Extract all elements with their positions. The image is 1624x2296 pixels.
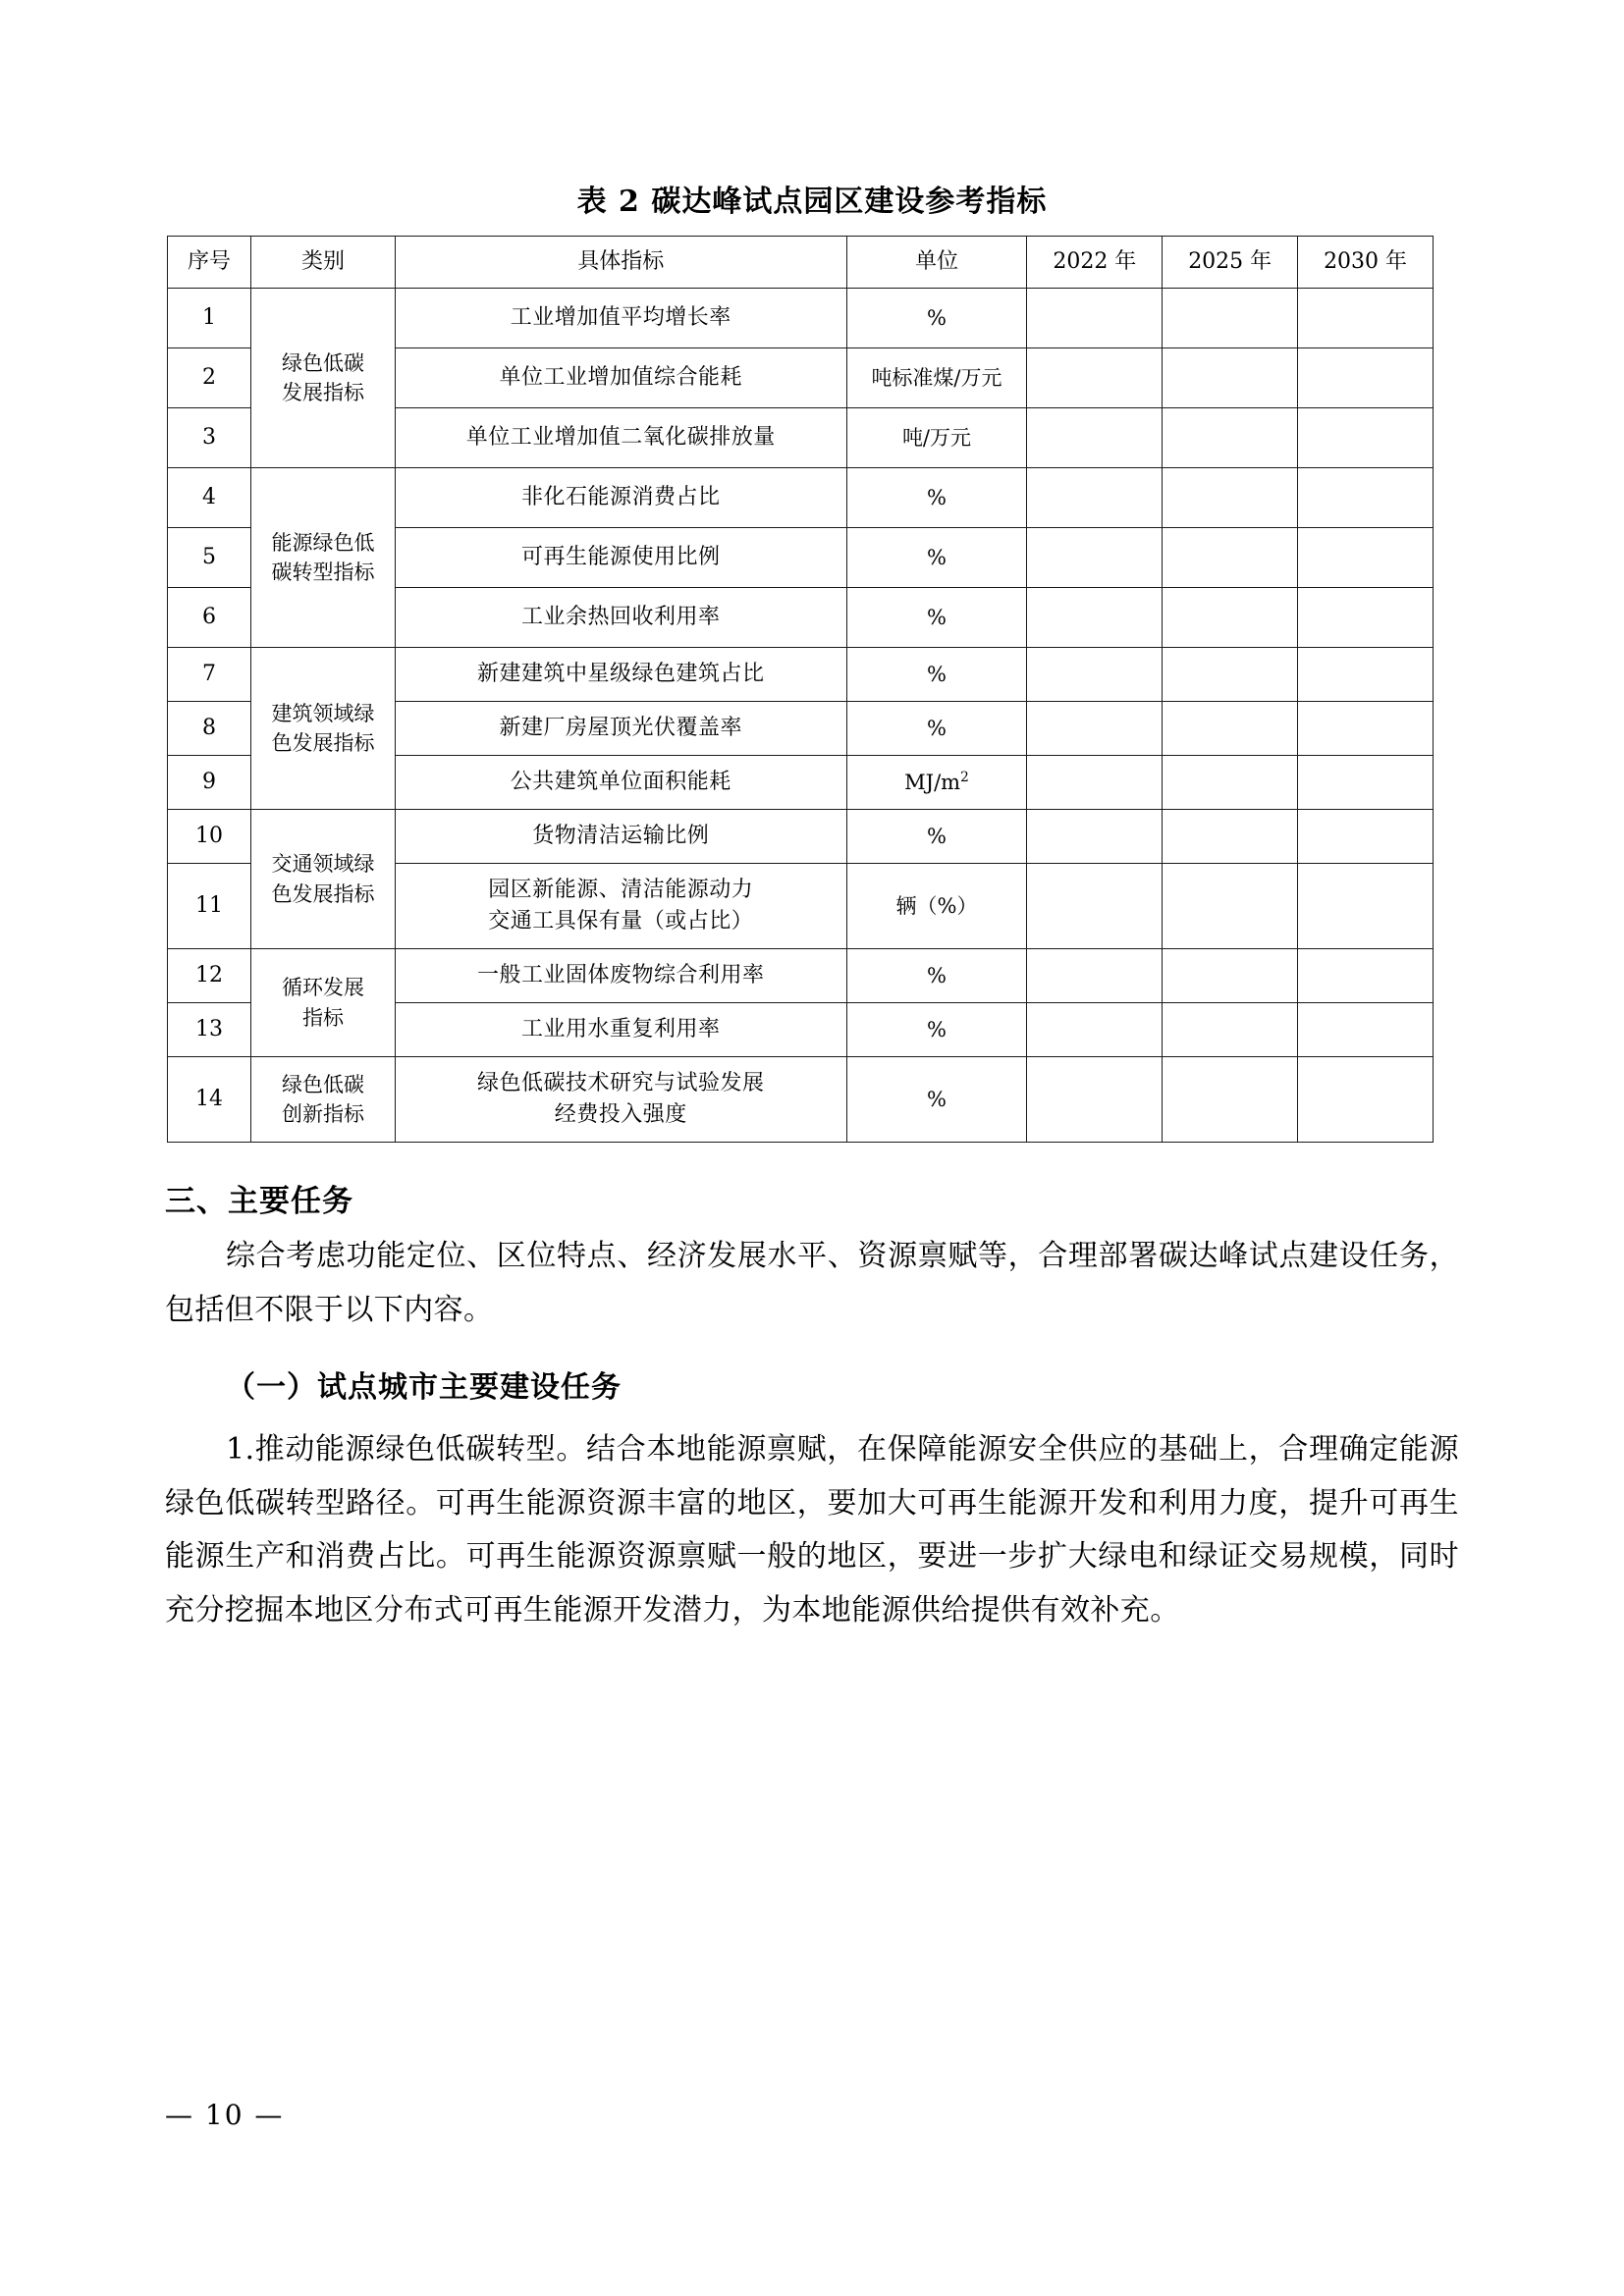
cell-no: 5 bbox=[168, 528, 251, 588]
body-paragraph-1: 综合考虑功能定位、区位特点、经济发展水平、资源禀赋等，合理部署碳达峰试点建设任务，包括但不限于以下内容。 bbox=[165, 1239, 1459, 1327]
subsection-heading: （一）试点城市主要建设任务 bbox=[226, 1370, 622, 1406]
body-paragraph-2: 1.推动能源绿色低碳转型。结合本地能源禀赋，在保障能源安全供应的基础上，合理确定能源绿色低碳转型路径。可再生能源资源丰富的地区，要加大可再生能源开发和利用力度，提升可再生能源生产和消费占比。可再生能源资源禀赋一般的地区，要进一步扩大绿电和绿证交易规模，同时充分挖掘本地区分布式可再生能源开发潜力，为本地能源供给提供有效补充。 bbox=[165, 1432, 1459, 1628]
cell-no: 12 bbox=[168, 949, 251, 1003]
cell-unit: % bbox=[846, 810, 1027, 864]
cell-unit: % bbox=[846, 702, 1027, 756]
cell-unit: 吨/万元 bbox=[846, 408, 1027, 468]
cell-no: 9 bbox=[168, 756, 251, 810]
cell-no: 2 bbox=[168, 348, 251, 408]
cell-no: 4 bbox=[168, 468, 251, 528]
cell-indicator: 单位工业增加值二氧化碳排放量 bbox=[396, 408, 847, 468]
cell-2025 bbox=[1163, 528, 1298, 588]
table-row bbox=[168, 648, 1434, 702]
cell-2022 bbox=[1027, 702, 1163, 756]
cell-category: 循环发展 指标 bbox=[251, 949, 396, 1057]
section-heading: 三、主要任务 bbox=[165, 1184, 353, 1219]
cell-no: 1 bbox=[168, 289, 251, 348]
cell-2022 bbox=[1027, 1003, 1163, 1057]
cell-2030 bbox=[1298, 1003, 1434, 1057]
cell-indicator: 园区新能源、清洁能源动力 交通工具保有量（或占比） bbox=[396, 864, 847, 949]
cell-2030 bbox=[1298, 864, 1434, 949]
cell-2022 bbox=[1027, 1057, 1163, 1143]
table-row bbox=[168, 1057, 1434, 1143]
header-category: 类别 bbox=[251, 237, 396, 289]
cell-2030 bbox=[1298, 756, 1434, 810]
cell-unit: $MJ/m^2$ bbox=[846, 756, 1027, 810]
cell-indicator: 可再生能源使用比例 bbox=[396, 528, 847, 588]
cell-unit: % bbox=[846, 588, 1027, 648]
cell-unit: % bbox=[846, 949, 1027, 1003]
cell-indicator: 单位工业增加值综合能耗 bbox=[396, 348, 847, 408]
cell-no: 3 bbox=[168, 408, 251, 468]
cell-unit: % bbox=[846, 468, 1027, 528]
cell-2025 bbox=[1163, 348, 1298, 408]
cell-2030 bbox=[1298, 949, 1434, 1003]
cell-no: 6 bbox=[168, 588, 251, 648]
cell-category: 交通领域绿 色发展指标 bbox=[251, 810, 396, 949]
cell-2022 bbox=[1027, 648, 1163, 702]
cell-indicator: 新建厂房屋顶光伏覆盖率 bbox=[396, 702, 847, 756]
cell-2025 bbox=[1163, 588, 1298, 648]
cell-indicator: 工业增加值平均增长率 bbox=[396, 289, 847, 348]
cell-category: 绿色低碳 创新指标 bbox=[251, 1057, 396, 1143]
cell-2025 bbox=[1163, 1003, 1298, 1057]
cell-unit: 吨标准煤/万元 bbox=[846, 348, 1027, 408]
table-header bbox=[168, 237, 1434, 289]
table-body bbox=[168, 289, 1434, 1143]
cell-2025 bbox=[1163, 864, 1298, 949]
cell-unit: % bbox=[846, 648, 1027, 702]
cell-no: 10 bbox=[168, 810, 251, 864]
cell-indicator: 绿色低碳技术研究与试验发展 经费投入强度 bbox=[396, 1057, 847, 1143]
header-year-2022: 2022 年 bbox=[1027, 237, 1163, 289]
cell-indicator: 货物清洁运输比例 bbox=[396, 810, 847, 864]
cell-2025 bbox=[1163, 756, 1298, 810]
cell-2025 bbox=[1163, 648, 1298, 702]
cell-2022 bbox=[1027, 949, 1163, 1003]
header-year-2025: 2025 年 bbox=[1163, 237, 1298, 289]
cell-2030 bbox=[1298, 348, 1434, 408]
cell-indicator: 工业余热回收利用率 bbox=[396, 588, 847, 648]
cell-unit: 辆（%） bbox=[846, 864, 1027, 949]
table-row bbox=[168, 810, 1434, 864]
cell-2022 bbox=[1027, 408, 1163, 468]
cell-no: 14 bbox=[168, 1057, 251, 1143]
cell-2030 bbox=[1298, 702, 1434, 756]
table-title: 表 2 碳达峰试点园区建设参考指标 bbox=[576, 185, 1048, 219]
cell-2022 bbox=[1027, 864, 1163, 949]
cell-unit: % bbox=[846, 528, 1027, 588]
cell-2030 bbox=[1298, 468, 1434, 528]
cell-2022 bbox=[1027, 588, 1163, 648]
cell-2025 bbox=[1163, 810, 1298, 864]
cell-indicator: 公共建筑单位面积能耗 bbox=[396, 756, 847, 810]
cell-no: 7 bbox=[168, 648, 251, 702]
cell-no: 13 bbox=[168, 1003, 251, 1057]
cell-category: 建筑领域绿 色发展指标 bbox=[251, 648, 396, 810]
cell-2030 bbox=[1298, 528, 1434, 588]
header-year-2030: 2030 年 bbox=[1298, 237, 1434, 289]
cell-2022 bbox=[1027, 289, 1163, 348]
cell-unit: % bbox=[846, 1057, 1027, 1143]
cell-indicator: 工业用水重复利用率 bbox=[396, 1003, 847, 1057]
cell-2025 bbox=[1163, 702, 1298, 756]
header-indicator: 具体指标 bbox=[396, 237, 847, 289]
cell-2030 bbox=[1298, 810, 1434, 864]
cell-2025 bbox=[1163, 468, 1298, 528]
cell-2022 bbox=[1027, 348, 1163, 408]
cell-no: 8 bbox=[168, 702, 251, 756]
cell-2030 bbox=[1298, 289, 1434, 348]
cell-2022 bbox=[1027, 810, 1163, 864]
cell-unit: % bbox=[846, 289, 1027, 348]
cell-2022 bbox=[1027, 756, 1163, 810]
cell-unit: % bbox=[846, 1003, 1027, 1057]
cell-2025 bbox=[1163, 949, 1298, 1003]
cell-2025 bbox=[1163, 1057, 1298, 1143]
cell-2030 bbox=[1298, 588, 1434, 648]
cell-no: 11 bbox=[168, 864, 251, 949]
cell-2022 bbox=[1027, 468, 1163, 528]
cell-category: 能源绿色低 碳转型指标 bbox=[251, 468, 396, 648]
page-number: — 10 — bbox=[165, 2099, 285, 2131]
table-row bbox=[168, 289, 1434, 348]
cell-category: 绿色低碳 发展指标 bbox=[251, 289, 396, 468]
table-row bbox=[168, 949, 1434, 1003]
header-no: 序号 bbox=[168, 237, 251, 289]
cell-2025 bbox=[1163, 289, 1298, 348]
page-content bbox=[165, 177, 1459, 1638]
table-header-row bbox=[168, 237, 1434, 289]
cell-2025 bbox=[1163, 408, 1298, 468]
cell-2022 bbox=[1027, 528, 1163, 588]
cell-indicator: 非化石能源消费占比 bbox=[396, 468, 847, 528]
cell-2030 bbox=[1298, 408, 1434, 468]
carbon-peak-indicator-table bbox=[167, 236, 1434, 1143]
cell-indicator: 一般工业固体废物综合利用率 bbox=[396, 949, 847, 1003]
table-row bbox=[168, 468, 1434, 528]
header-unit: 单位 bbox=[846, 237, 1027, 289]
cell-2030 bbox=[1298, 1057, 1434, 1143]
cell-2030 bbox=[1298, 648, 1434, 702]
cell-indicator: 新建建筑中星级绿色建筑占比 bbox=[396, 648, 847, 702]
